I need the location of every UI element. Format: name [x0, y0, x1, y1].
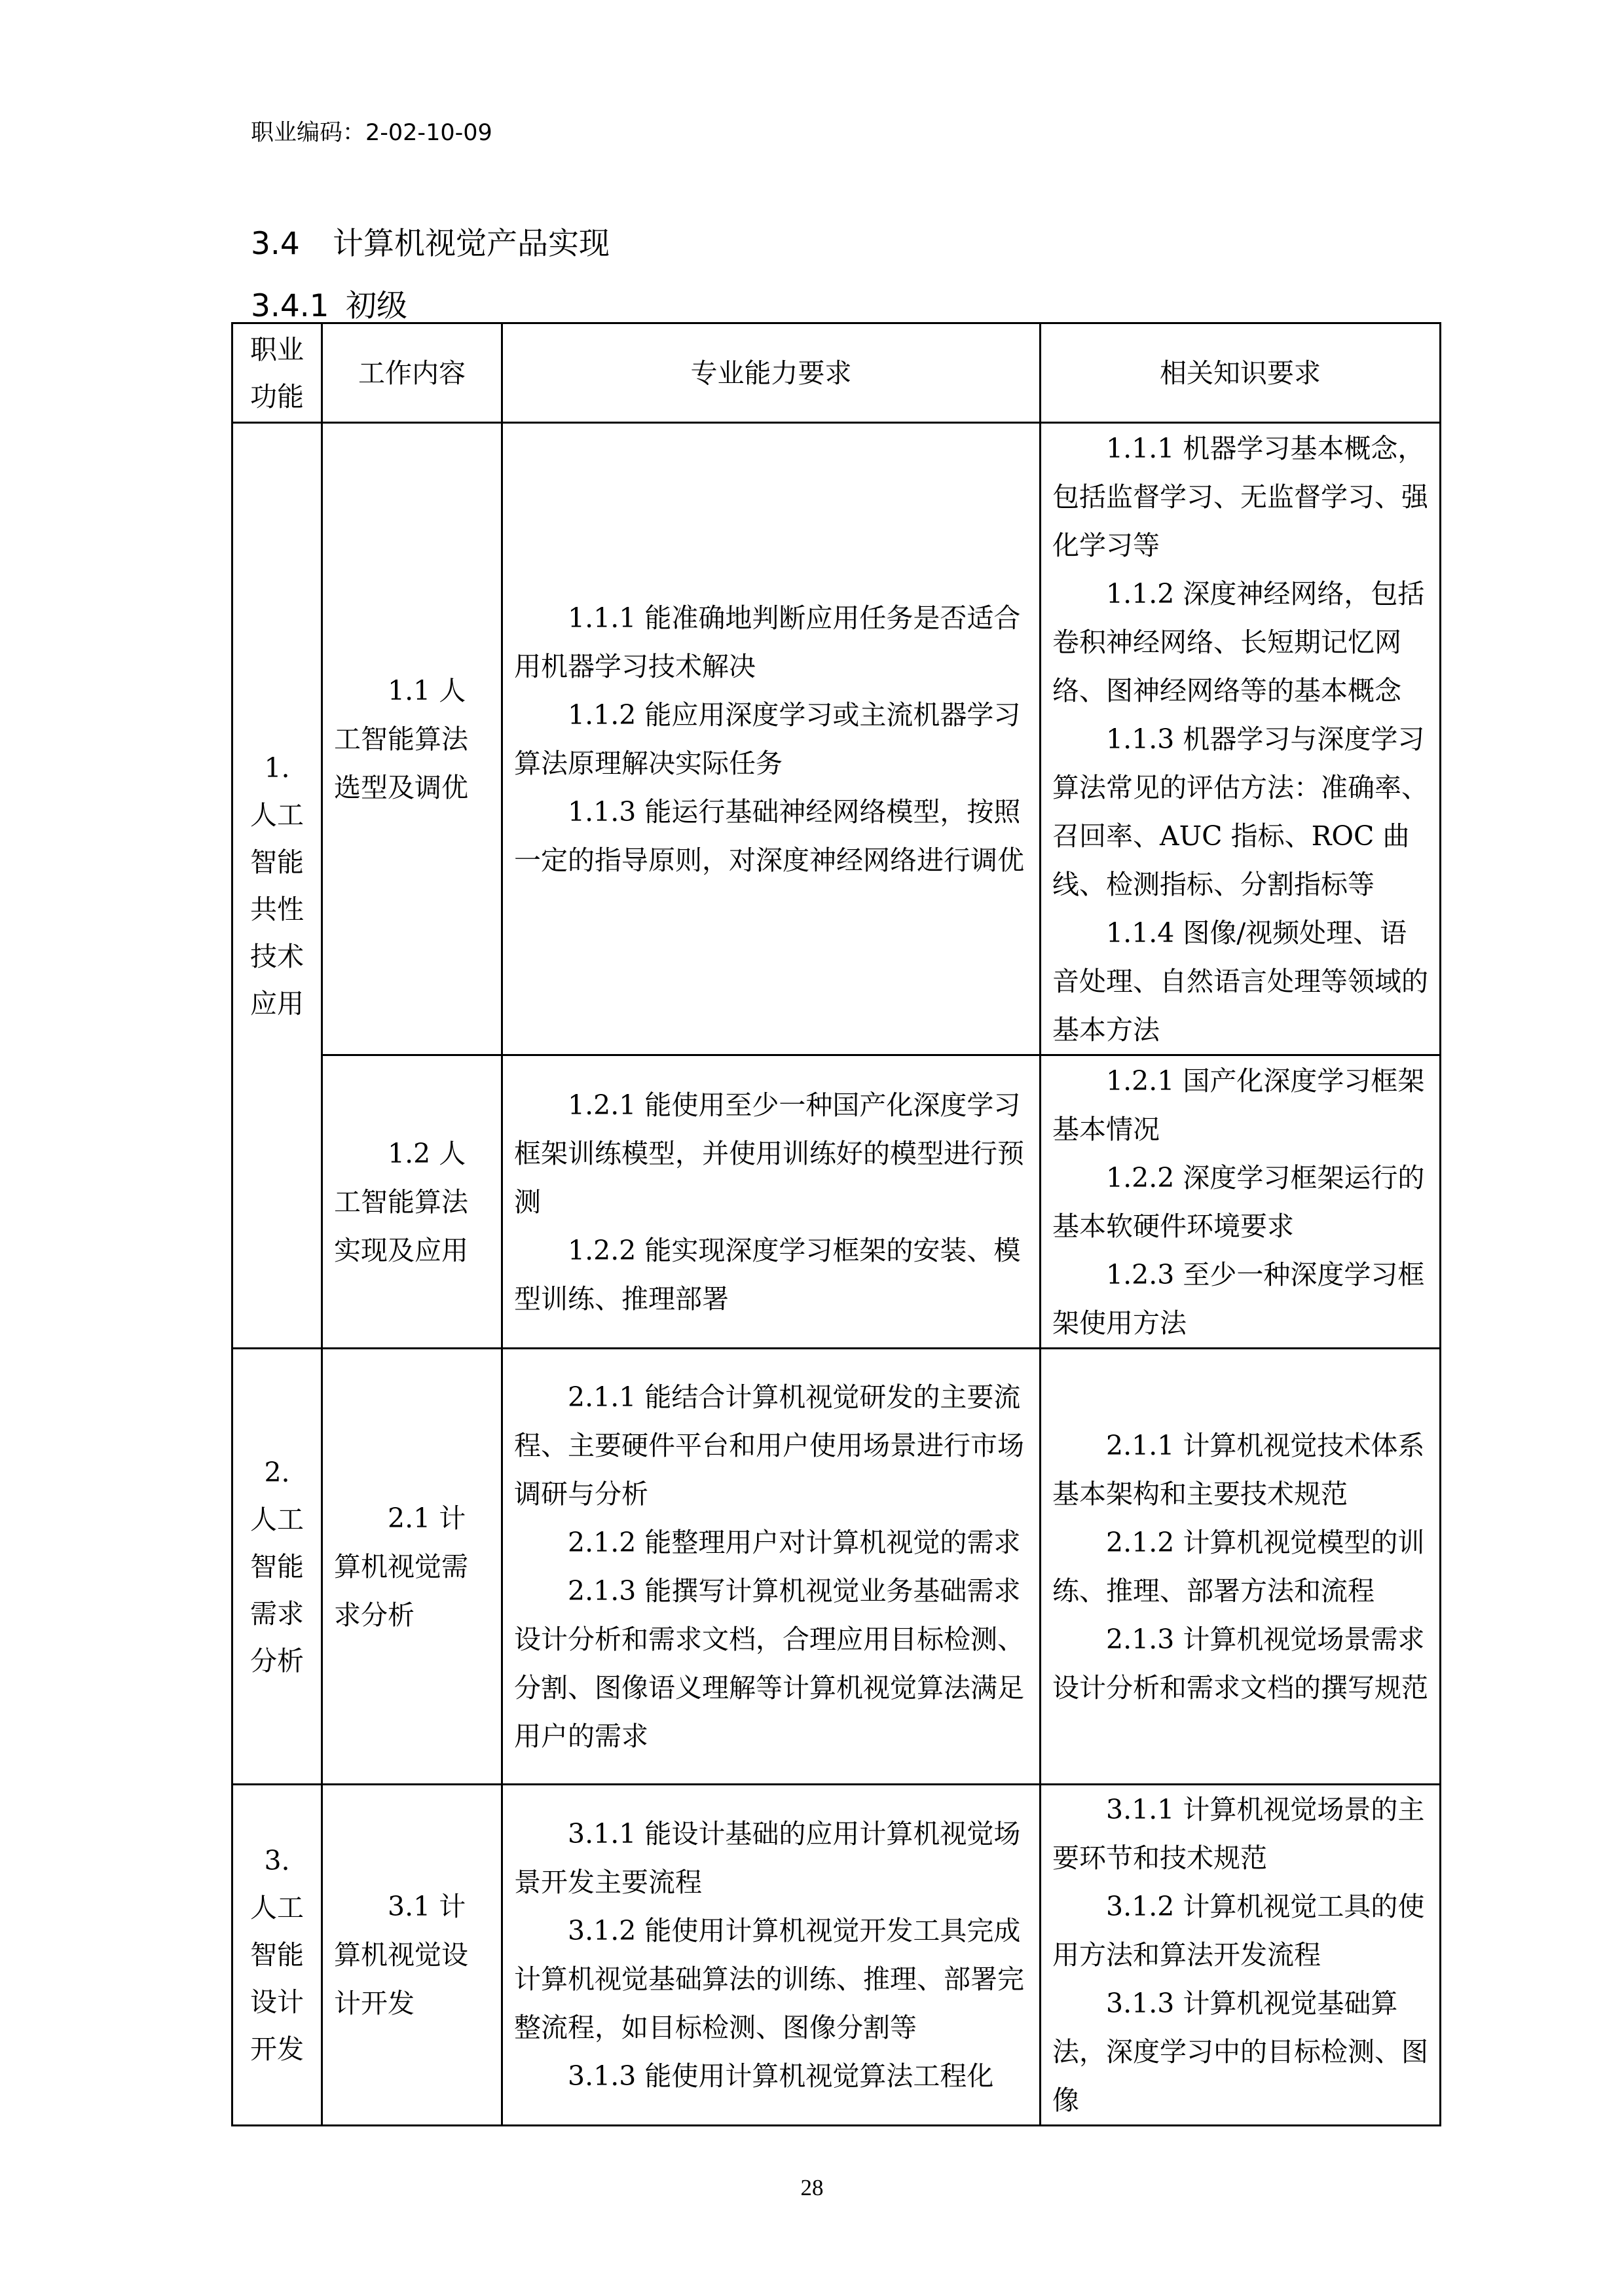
work-text: 1.1 人工智能算法选型及调优	[334, 674, 468, 803]
work-text: 1.2 人工智能算法实现及应用	[334, 1137, 468, 1266]
requirements-table	[231, 322, 1441, 2126]
occupation-code: 职业编码：2-02-10-09	[251, 120, 492, 146]
function-cell	[232, 1349, 322, 1785]
skill-item: 3.1.1 能设计基础的应用计算机视觉场景开发主要流程	[514, 1818, 1021, 1898]
table-row	[232, 423, 1441, 1055]
function-mark: 2.	[264, 1456, 290, 1488]
work-text: 3.1 计算机视觉设计开发	[334, 1891, 468, 2019]
skill-item: 2.1.3 能撰写计算机视觉业务基础需求设计分析和需求文档，合理应用目标检测、分割、图像语义理解等计算机视觉算法满足用户的需求	[514, 1575, 1024, 1752]
section-heading	[251, 219, 610, 263]
knowledge-item: 3.1.1 计算机视觉场景的主要环节和技术规范	[1052, 1794, 1425, 1874]
knowledge-item: 2.1.3 计算机视觉场景需求设计分析和需求文档的撰写规范	[1052, 1623, 1428, 1704]
skills-cell	[502, 1785, 1041, 2126]
section-number: 3.4	[251, 226, 300, 262]
skill-item: 1.1.2 能应用深度学习或主流机器学习算法原理解决实际任务	[514, 699, 1021, 779]
knowledge-cell	[1041, 423, 1441, 1055]
work-cell	[322, 423, 502, 1055]
function-cell	[232, 1785, 322, 2126]
function-line: 共性	[250, 893, 304, 925]
function-mark: 1.	[264, 752, 290, 784]
skill-item: 2.1.1 能结合计算机视觉研发的主要流程、主要硬件平台和用户使用场景进行市场调研与分析	[514, 1381, 1024, 1510]
work-cell	[322, 1785, 502, 2126]
knowledge-item: 1.1.2 深度神经网络，包括卷积神经网络、长短期记忆网络、图神经网络等的基本概念	[1052, 577, 1425, 706]
header-work: 工作内容	[322, 323, 502, 423]
function-line: 人工	[250, 799, 304, 831]
header-skills: 专业能力要求	[502, 323, 1041, 423]
table-row	[232, 1349, 1441, 1785]
function-line: 应用	[250, 987, 304, 1019]
skill-item: 3.1.3 能使用计算机视觉算法工程化	[568, 2060, 994, 2092]
section-title: 计算机视觉产品实现	[333, 226, 610, 262]
function-line: 设计	[250, 1986, 304, 2018]
function-cell	[232, 423, 322, 1349]
function-line: 开发	[250, 2033, 304, 2065]
skill-item: 1.2.1 能使用至少一种国产化深度学习框架训练模型，并使用训练好的模型进行预测	[514, 1089, 1024, 1218]
knowledge-item: 3.1.3 计算机视觉基础算法，深度学习中的目标检测、图像	[1052, 1988, 1428, 2116]
skill-item: 1.1.1 能准确地判断应用任务是否适合用机器学习技术解决	[514, 602, 1021, 682]
subsection-number: 3.4.1	[251, 288, 329, 324]
header-function-line: 功能	[250, 380, 304, 412]
skills-cell	[502, 423, 1041, 1055]
work-cell	[322, 1349, 502, 1785]
function-line: 智能	[250, 1939, 304, 1971]
knowledge-item: 1.1.4 图像/视频处理、语音处理、自然语言处理等领域的基本方法	[1052, 917, 1428, 1046]
table-header-row	[232, 323, 1441, 423]
function-line: 人工	[250, 1892, 304, 1923]
knowledge-item: 1.1.1 机器学习基本概念，包括监督学习、无监督学习、强化学习等	[1052, 432, 1428, 561]
skill-item: 3.1.2 能使用计算机视觉开发工具完成计算机视觉基础算法的训练、推理、部署完整流程，如目标检测、图像分割等	[514, 1915, 1024, 2043]
function-line: 技术	[250, 940, 304, 972]
knowledge-item: 3.1.2 计算机视觉工具的使用方法和算法开发流程	[1052, 1891, 1425, 1971]
skills-cell	[502, 1349, 1041, 1785]
knowledge-item: 1.2.3 至少一种深度学习框架使用方法	[1052, 1258, 1425, 1339]
header-function-line: 职业	[250, 333, 304, 365]
work-text: 2.1 计算机视觉需求分析	[334, 1502, 468, 1631]
skill-item: 1.2.2 能实现深度学习框架的安装、模型训练、推理部署	[514, 1234, 1021, 1315]
function-line: 智能	[250, 846, 304, 878]
skill-item: 1.1.3 能运行基础神经网络模型，按照一定的指导原则，对深度神经网络进行调优	[514, 795, 1024, 876]
knowledge-item: 1.2.1 国产化深度学习框架基本情况	[1052, 1065, 1425, 1145]
function-line: 人工	[250, 1503, 304, 1535]
header-knowledge: 相关知识要求	[1041, 323, 1441, 423]
knowledge-item: 2.1.2 计算机视觉模型的训练、推理、部署方法和流程	[1052, 1526, 1425, 1607]
knowledge-item: 1.1.3 机器学习与深度学习算法常见的评估方法：准确率、召回率、AUC 指标、ROC 曲线、检测指标、分割指标等	[1052, 723, 1428, 900]
knowledge-cell	[1041, 1785, 1441, 2126]
function-mark: 3.	[264, 1845, 290, 1876]
function-line: 分析	[250, 1645, 304, 1677]
skill-item: 2.1.2 能整理用户对计算机视觉的需求	[568, 1526, 1021, 1558]
subsection-title: 初级	[346, 288, 407, 324]
knowledge-cell	[1041, 1055, 1441, 1349]
function-line: 需求	[250, 1597, 304, 1630]
skills-cell	[502, 1055, 1041, 1349]
function-line: 智能	[250, 1550, 304, 1582]
knowledge-item: 2.1.1 计算机视觉技术体系基本架构和主要技术规范	[1052, 1429, 1425, 1510]
subsection-heading	[251, 282, 407, 325]
table-row	[232, 1055, 1441, 1349]
work-cell	[322, 1055, 502, 1349]
knowledge-cell	[1041, 1349, 1441, 1785]
knowledge-item: 1.2.2 深度学习框架运行的基本软硬件环境要求	[1052, 1161, 1425, 1242]
header-function	[232, 323, 322, 423]
table-row	[232, 1785, 1441, 2126]
page-number: 28	[800, 2175, 824, 2200]
